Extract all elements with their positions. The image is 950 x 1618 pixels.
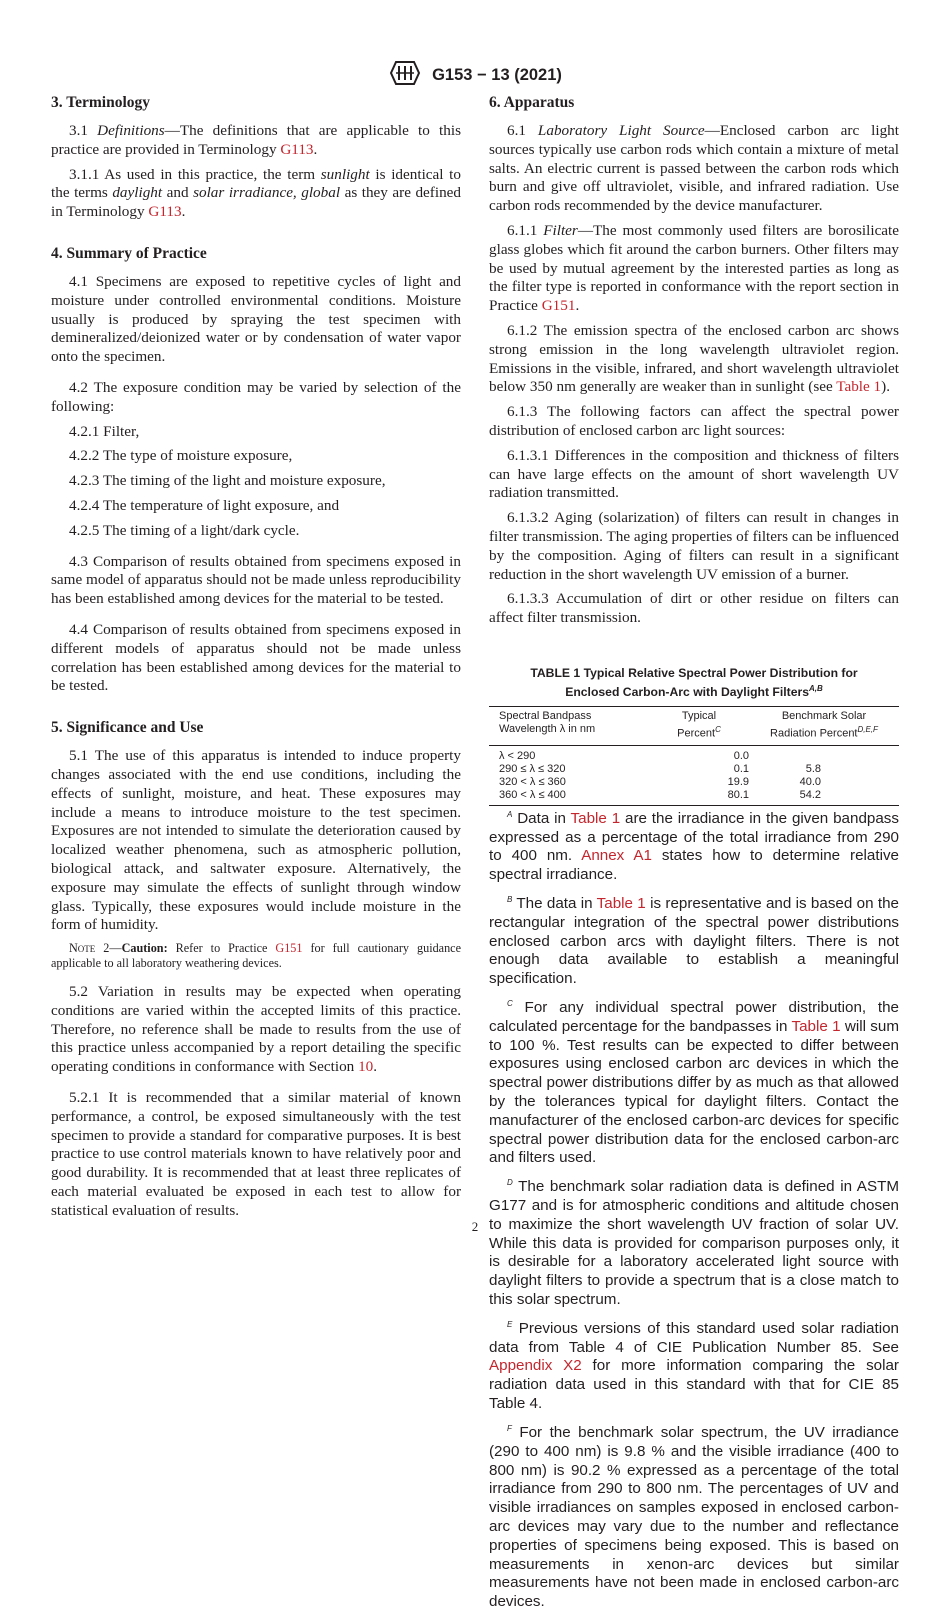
left-column (51, 93, 461, 1227)
column-header-benchmark: Benchmark Solar Radiation Percent$^{D,E,F}$ (770, 709, 878, 740)
paragraph-4-2-5: 4.2.5 The timing of a light/dark cycle. (69, 521, 300, 539)
paragraph-5-2: 5.2 Variation in results may be expected when operating conditions are varied within the accepted limits of this practice. Therefore, no reference shall be made to results from the use of this practice unless accompanied by a report detailing the specific operating conditions in conformance with Section 10. (51, 983, 461, 1076)
table-1-title: TABLE 1 Typical Relative Spectral Power Distribution for Enclosed Carbon-Arc with Daylight Filters$^{A,B}$ (530, 665, 858, 699)
link-table-1[interactable]: Table 1 (836, 378, 882, 396)
table-row: 290 ≤ λ ≤ 320 0.1 5.8 (499, 762, 821, 775)
paragraph-3-1: 3.1 Definitions—The definitions that are applicable to this practice are provided in Terminology G113. (51, 122, 461, 158)
footnote-b: $^B$ The data in Table 1 is representative and is based on the rectangular integration of the spectral power distributions enclosed carbon arcs with daylight filters. There is not enough data available to establish a meaningful specification. (489, 894, 899, 988)
section-4-heading: 4. Summary of Practice (51, 244, 207, 262)
standard-designation: G153 − 13 (2021) (432, 66, 562, 84)
table-row: λ < 290 0.0 (499, 749, 749, 762)
link-g113[interactable]: G113 (148, 203, 182, 221)
section-3-heading: 3. Terminology (51, 94, 151, 111)
footnote-e: $^E$ Previous versions of this standard used solar radiation data from Table 4 of CIE Publication Number 85. See Appendix X2 for more information comparing the solar radiation data used in this standard with that for CIE 85 Table 4. (489, 1319, 899, 1413)
link-table-1[interactable]: Table 1 (570, 809, 621, 827)
footnote-d: $^D$ The benchmark solar radiation data is defined in ASTM G177 and is for atmospheric conditions and altitude chosen to maximize the short wavelength UV fraction of solar UV. While this data is provided for comparison purposes only, it is desirable for a laboratory accelerated light source with daylight filters to provide a spectrum that is a close match to this solar spectrum. (489, 1178, 899, 1309)
table-row: 360 < λ ≤ 400 80.1 54.2 (489, 789, 899, 806)
table-1 (489, 706, 899, 806)
link-section-10[interactable]: 10 (358, 1058, 374, 1076)
column-header-bandpass: Spectral Bandpass Wavelength λ in nm (499, 709, 596, 735)
page-header (0, 60, 950, 91)
link-table-1[interactable]: Table 1 (596, 894, 646, 912)
paragraph-6-1-1: 6.1.1 Filter—The most commonly used filters are borosilicate glass globes which fit around the carbon burners. Other filters may be used by mutual agreement by the interested parties as long as the filter type is reported in conformance with the report section in Practice G151. (489, 221, 900, 315)
paragraph-6-1-3-2: 6.1.3.2 Aging (solarization) of filters can result in changes in filter transmission. The aging properties of filters can be influenced by the composition. Aging of filters can result in a significant reduction in the short wavelength UV emission of a burner. (489, 509, 899, 583)
paragraph-4-2-1: 4.2.1 Filter, (69, 422, 140, 440)
paragraph-4-2-3: 4.2.3 The timing of the light and moisture exposure, (69, 472, 386, 490)
right-column (489, 93, 899, 1618)
link-table-1[interactable]: Table 1 (791, 1017, 841, 1035)
paragraph-5-2-1: 5.2.1 It is recommended that a similar material of known performance, a control, be exposed simultaneously with the test specimen to provide a standard for comparative purposes. It is best practice to use control materials known to have relatively poor and good durability. It is recommended that at least three replicates of each material evaluated be exposed in each test to allow for statistical evaluation of results. (51, 1089, 461, 1219)
paragraph-4-3: 4.3 Comparison of results obtained from specimens exposed in same model of apparatus should not be made unless reproducibility has been established among devices for the material to be tested. (51, 552, 461, 608)
footnote-f: $^F$ For the benchmark solar spectrum, the UV irradiance (290 to 400 nm) is 9.8 % and the visible irradiance (400 to 800 nm) is 90.2 % expressed as a percentage of the total irradiance from 290 to 800 nm. The percentages of UV and visible irradiances on samples exposed in enclosed carbon-arc devices may vary due to the number and reflectance properties of specimens being exposed. This is based on measurements in xenon-arc devices but similar measurements have not been made in enclosed carbon-arc devices. (489, 1423, 899, 1611)
page-number: 2 (471, 1219, 479, 1234)
paragraph-4-1: 4.1 Specimens are exposed to repetitive cycles of light and moisture under controlled environmental conditions. Moisture usually is produced by spraying the test specimen with demineralized/deionized water or by condensation of water vapor onto the specimen. (51, 272, 461, 366)
paragraph-5-1: 5.1 The use of this apparatus is intended to induce property changes associated with the end use conditions, including the effects of sunlight, moisture, and heat. These exposures may include a means to introduce moisture to the test specimen. Exposures are not intended to simulate the deterioration caused by localized weather phenomena, such as atmospheric pollution, biological attack, and saltwater exposure. Alternatively, the exposure may simulate the effects of sunlight through window glass. Typically, these exposures would include moisture in the form of humidity. (51, 747, 461, 934)
paragraph-4-2: 4.2 The exposure condition may be varied by selection of the following: (51, 378, 461, 415)
link-g151[interactable]: G151 (541, 297, 576, 315)
paragraph-6-1-2: 6.1.2 The emission spectra of the enclosed carbon arc shows strong emission in the long wavelength ultraviolet region. Emissions in the visible, infrared, and short wavelength ultraviolet below 350 nm generally are weaker than in sunlight (see Table 1). (489, 321, 899, 396)
section-5-heading: 5. Significance and Use (51, 719, 204, 737)
paragraph-6-1-3-3: 6.1.3.3 Accumulation of dirt or other residue on filters can affect filter transmission. (489, 590, 899, 627)
column-header-typical: Typical Percent$^C$ (677, 709, 721, 740)
table-row: 320 < λ ≤ 360 19.9 40.0 (499, 775, 821, 788)
footnote-a: $^A$ Data in Table 1 are the irradiance in the given bandpass expressed as a percentage of the total irradiance from 290 to 400 nm. Annex A1 states how to determine relative spectral irradiance. (489, 809, 899, 884)
paragraph-4-4: 4.4 Comparison of results obtained from specimens exposed in different models of apparatus should not be made unless correlation has been established among devices for the material to be tested. (51, 620, 461, 695)
paragraph-6-1-3: 6.1.3 The following factors can affect the spectral power distribution of enclosed carbon arc light sources: (489, 403, 899, 439)
paragraph-3-1-1: 3.1.1 As used in this practice, the term sunlight is identical to the terms daylight and solar irradiance, global as they are defined in Terminology G113. (51, 165, 461, 221)
link-g151[interactable]: G151 (275, 941, 303, 956)
footnote-c: $^C$ For any individual spectral power distribution, the calculated percentage for the bandpasses in Table 1 will sum to 100 %. Test results can be expected to differ between exposures using enclosed carbon arc devices in which the spectral power distributions differ by as much as that allowed by the tolerances typical for daylight filters. Contact the manufacturer of the enclosed carbon-arc devices for specific spectral power distribution data for the enclosed carbon-arc and filters used. (489, 998, 899, 1167)
paragraph-4-2-2: 4.2.2 The type of moisture exposure, (69, 447, 293, 465)
paragraph-6-1-3-1: 6.1.3.1 Differences in the composition and thickness of filters can have large effects on the amount of short wavelength UV radiation transmitted. (489, 446, 899, 502)
paragraph-6-1: 6.1 Laboratory Light Source—Enclosed carbon arc light sources typically use carbon rods which contain a mixture of metal salts. An electric current is passed between the carbon rods which burn and give off ultraviolet, visible, and infrared radiation. Use carbon rods recommended by the device manufacturer. (489, 122, 899, 215)
link-g113[interactable]: G113 (280, 140, 314, 158)
astm-logo-icon (388, 60, 422, 91)
link-appendix-x2[interactable]: Appendix X2 (489, 1357, 582, 1375)
link-annex-a1[interactable]: Annex A1 (581, 847, 652, 865)
note-2: Note 2—Caution: Refer to Practice G151 for full cautionary guidance applicable to all laboratory weathering devices. (51, 941, 462, 971)
paragraph-4-2-4: 4.2.4 The temperature of light exposure, and (69, 496, 340, 514)
section-6-heading: 6. Apparatus (489, 94, 575, 111)
